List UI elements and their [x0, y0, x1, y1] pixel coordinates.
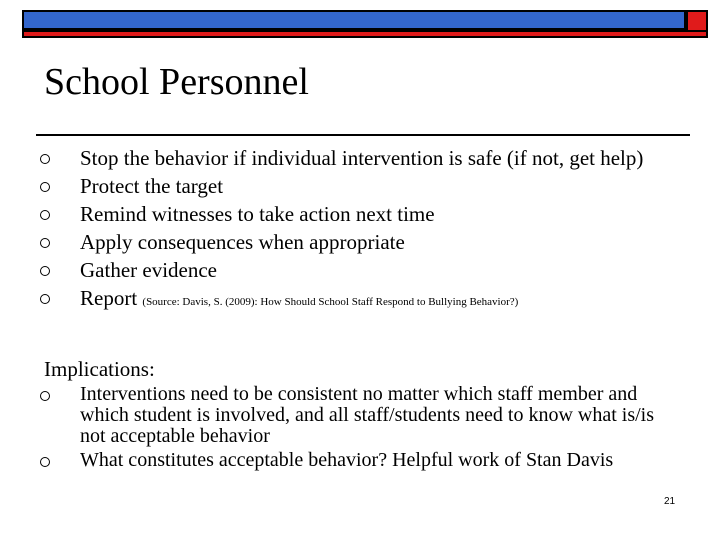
- bullet-item: [36, 258, 696, 283]
- source-citation: (Source: Davis, S. (2009): How Should School Staff Respond to Bullying Behavior?): [142, 296, 519, 308]
- implications-bullet-list: [36, 384, 676, 474]
- implication-text: Interventions need to be consistent no matter which staff member and which student is involved, and all staff/students need to know what is/is not acceptable behavior: [80, 383, 655, 447]
- slide-title: School Personnel: [44, 61, 309, 103]
- implication-text: What constitutes acceptable behavior? Helpful work of Stan Davis: [80, 449, 614, 471]
- bullet-item: [36, 230, 696, 255]
- hollow-bullet-icon: [40, 182, 50, 192]
- bullet-item: [36, 174, 696, 199]
- hollow-bullet-icon: [40, 266, 50, 276]
- bullet-item: [36, 202, 696, 227]
- hollow-bullet-icon: [40, 238, 50, 248]
- page-number: 21: [664, 496, 676, 507]
- header-bar-blue: [22, 10, 686, 30]
- implication-item: [36, 384, 676, 447]
- title-divider: [36, 134, 690, 136]
- decorative-header-bars: [0, 0, 720, 40]
- bullet-text: Apply consequences when appropriate: [80, 230, 405, 254]
- hollow-bullet-icon: [40, 294, 50, 304]
- hollow-bullet-icon: [40, 154, 50, 164]
- header-bar-red: [22, 30, 708, 38]
- hollow-bullet-icon: [40, 210, 50, 220]
- bullet-text: Report: [80, 286, 143, 310]
- main-bullet-list: [36, 146, 696, 318]
- header-corner-square: [686, 10, 708, 32]
- hollow-bullet-icon: [40, 391, 50, 401]
- bullet-text: Gather evidence: [80, 258, 218, 282]
- bullet-text: Protect the target: [80, 174, 224, 198]
- implication-item: [36, 450, 676, 471]
- bullet-text: Stop the behavior if individual intervention is safe (if not, get help): [80, 146, 644, 170]
- implications-heading: Implications:: [44, 357, 155, 381]
- hollow-bullet-icon: [40, 457, 50, 467]
- bullet-item: [36, 146, 696, 171]
- bullet-text: Remind witnesses to take action next time: [80, 202, 435, 226]
- bullet-item-report: [36, 286, 696, 315]
